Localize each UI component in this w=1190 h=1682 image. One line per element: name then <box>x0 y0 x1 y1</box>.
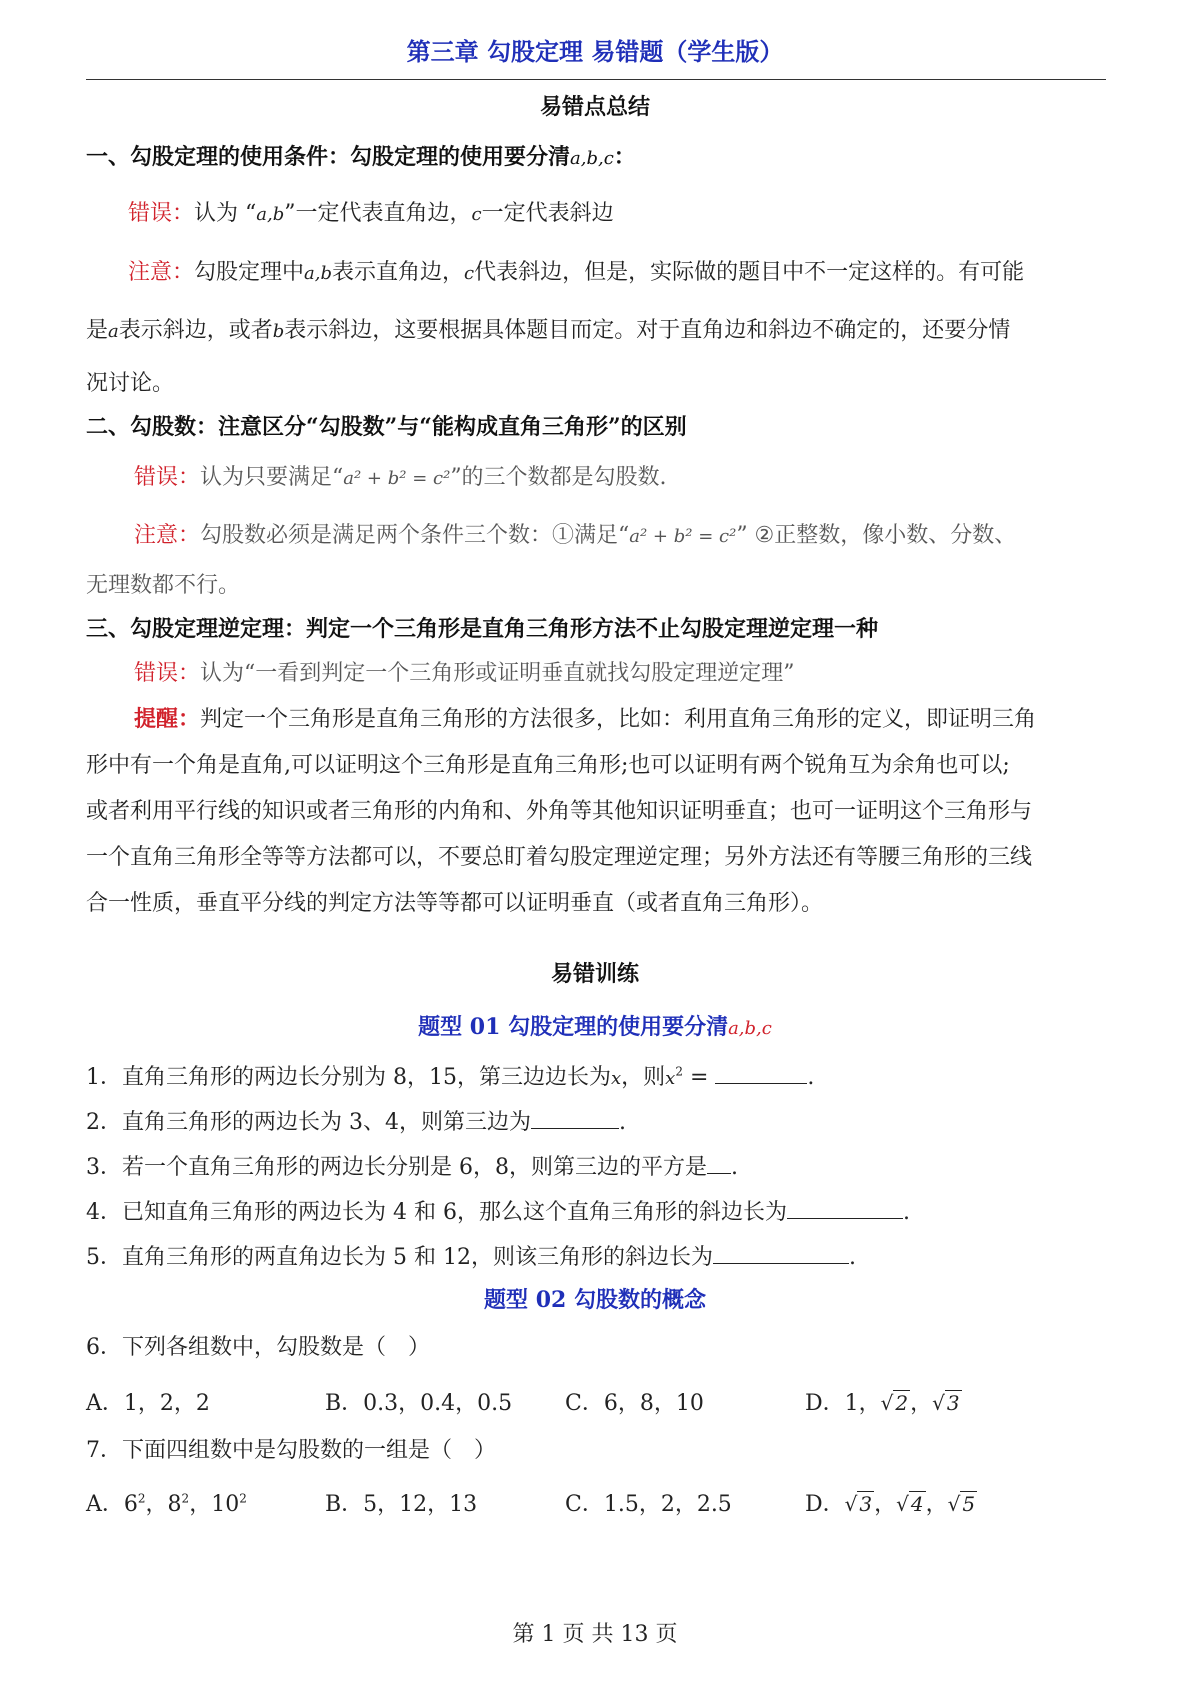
question-text: 3．若一个直角三角形的两边长分别是 6，8，则第三边的平方是 <box>86 1155 707 1180</box>
answer-blank[interactable] <box>707 1153 731 1174</box>
section-2-title: 二、勾股数：注意区分“勾股数”与“能构成直角三角形”的区别 <box>86 414 687 440</box>
question-1: 1．直角三角形的两边长分别为 8，15，第三边边长为x，则$x^2$ = . <box>86 1064 815 1090</box>
note-text: 表示直角边， <box>332 260 465 285</box>
page-footer: 第 1 页 共 13 页 <box>512 1622 678 1647</box>
error-math: a² + b² = c² <box>343 468 451 489</box>
option-text: D．1， <box>805 1391 881 1416</box>
section-1-title-math: a,b,c <box>570 148 614 169</box>
section-1-note-line-2 <box>86 313 1010 344</box>
section-3-tip-line-5: 合一性质，垂直平分线的判定方法等等都可以证明垂直（或者直角三角形）。 <box>86 891 824 916</box>
training-title: 易错训练 <box>550 961 639 987</box>
q6-option-d[interactable]: D．1，√ 2，√ 3 <box>805 1391 960 1416</box>
answer-blank[interactable] <box>787 1198 903 1219</box>
note-label: 注意： <box>134 523 201 548</box>
error-text: 认为“一看到判定一个三角形或证明垂直就找勾股定理逆定理” <box>200 661 795 686</box>
q7-option-c[interactable]: C．1.5，2，2.5 <box>565 1492 732 1517</box>
note-text: 勾股数必须是满足两个条件三个数：①满足“ <box>200 523 630 548</box>
question-4 <box>86 1195 910 1226</box>
section-1-note-line-3: 况讨论。 <box>86 371 175 396</box>
question-math: x <box>610 1068 622 1089</box>
note-text: 是 <box>86 318 109 343</box>
error-text: 认为 “ <box>194 201 257 226</box>
section-3-title: 三、勾股定理逆定理：判定一个三角形是直角三角形方法不止勾股定理逆定理一种 <box>86 616 879 642</box>
q7-option-b[interactable]: B．5，12，13 <box>325 1492 478 1517</box>
type-01-title <box>0 1010 1190 1041</box>
question-7-stem: 7．下面四组数中是勾股数的一组是（ ） <box>86 1438 496 1463</box>
note-label: 注意： <box>128 260 195 285</box>
error-math: c <box>471 204 482 225</box>
note-text: 表示斜边，或者 <box>118 318 273 343</box>
section-3-tip-line-2: 形中有一个角是直角,可以证明这个三角形是直角三角形;也可以证明有两个锐角互为余角也可以; <box>86 753 1010 778</box>
q7-option-a[interactable]: A．$6^2$，$8^2$，$10^2$ <box>86 1491 247 1517</box>
note-math: a,b <box>304 263 333 284</box>
section-3-tip-line-1 <box>134 702 1036 733</box>
section-1-note-line-1 <box>128 255 1024 286</box>
note-math: a <box>108 321 119 342</box>
error-text: 认为只要满足“ <box>200 465 344 490</box>
question-text: . <box>848 1245 856 1270</box>
answer-blank[interactable] <box>713 1243 849 1264</box>
answer-blank[interactable] <box>531 1108 619 1129</box>
section-2-note-line-1 <box>134 518 1016 549</box>
note-math: b <box>272 321 285 342</box>
section-2-note-line-2: 无理数都不行。 <box>86 573 241 598</box>
section-1-title <box>86 140 636 171</box>
note-text: 勾股定理中 <box>194 260 305 285</box>
section-1-error <box>128 196 614 227</box>
sqrt-5: √ 5 <box>947 1492 976 1516</box>
error-text: 一定代表斜边 <box>481 201 614 226</box>
error-math: a,b <box>256 204 285 225</box>
question-3 <box>86 1150 738 1181</box>
question-text: ，则 <box>621 1065 666 1090</box>
section-3-tip-line-3: 或者利用平行线的知识或者三角形的内角和、外角等其他知识证明垂直；也可一证明这个三角形与 <box>86 799 1033 824</box>
note-text: ” ②正整数，像小数、分数、 <box>736 523 1017 548</box>
q6-option-c[interactable]: C．6，8，10 <box>565 1391 704 1416</box>
question-6-stem: 6．下列各组数中，勾股数是（ ） <box>86 1335 430 1360</box>
question-5 <box>86 1240 856 1271</box>
question-text: . <box>619 1110 626 1135</box>
error-text: ”一定代表直角边， <box>284 201 472 226</box>
error-label: 错误： <box>134 465 201 490</box>
section-1-title-end: ： <box>613 144 636 170</box>
question-text: . <box>807 1065 815 1090</box>
q7-option-d[interactable]: D．√ 3，√ 4，√ 5 <box>805 1492 976 1517</box>
q6-option-b[interactable]: B．0.3，0.4，0.5 <box>325 1391 513 1416</box>
section-3-tip-line-4: 一个直角三角形全等等方法都可以，不要总盯着勾股定理逆定理；另外方法还有等腰三角形的三线 <box>86 845 1033 870</box>
header-rule <box>86 79 1106 80</box>
page-header: 第三章 勾股定理 易错题（学生版） <box>406 37 784 66</box>
question-text: . <box>902 1200 910 1225</box>
tip-label: 提醒： <box>134 706 201 732</box>
type-01-math: a,b,c <box>728 1018 772 1039</box>
q6-option-a[interactable]: A．1，2，2 <box>86 1391 210 1416</box>
error-label: 错误： <box>134 661 201 686</box>
type-02-title: 题型 02 勾股数的概念 <box>484 1287 706 1313</box>
type-01-label: 题型 01 勾股定理的使用要分清 <box>418 1014 729 1040</box>
section-2-error <box>134 460 667 491</box>
sqrt-3: √ 3 <box>932 1391 960 1415</box>
tip-text: 判定一个三角形是直角三角形的方法很多，比如：利用直角三角形的定义，即证明三角 <box>200 707 1037 732</box>
question-2 <box>86 1105 626 1136</box>
question-math: x <box>665 1068 676 1089</box>
question-text: 1．直角三角形的两边长分别为 8，15，第三边边长为 <box>86 1065 611 1090</box>
sqrt-3: √ 3 <box>844 1492 873 1516</box>
note-text: 代表斜边，但是，实际做的题目中不一定这样的。有可能 <box>474 260 1025 285</box>
error-label: 错误： <box>128 201 195 226</box>
answer-blank[interactable] <box>715 1063 807 1084</box>
sqrt-2: √ 2 <box>880 1391 909 1415</box>
note-math: c <box>464 263 475 284</box>
section-1-title-text: 一、勾股定理的使用条件：勾股定理的使用要分清 <box>86 144 571 170</box>
question-text: 5．直角三角形的两直角边长为 5 和 12，则该三角形的斜边长为 <box>86 1245 713 1270</box>
question-text: 2．直角三角形的两边长为 3、4，则第三边为 <box>86 1110 531 1135</box>
question-text: = <box>682 1065 716 1090</box>
sqrt-4: √ 4 <box>896 1492 924 1516</box>
summary-title: 易错点总结 <box>539 94 650 120</box>
note-text: 表示斜边，这要根据具体题目而定。对于直角边和斜边不确定的，还要分情 <box>284 318 1011 343</box>
question-text: . <box>731 1155 738 1180</box>
note-math: a² + b² = c² <box>629 526 737 547</box>
error-text: ”的三个数都是勾股数. <box>450 465 667 490</box>
section-3-error <box>134 656 795 687</box>
question-text: 4．已知直角三角形的两边长为 4 和 6，那么这个直角三角形的斜边长为 <box>86 1200 787 1225</box>
